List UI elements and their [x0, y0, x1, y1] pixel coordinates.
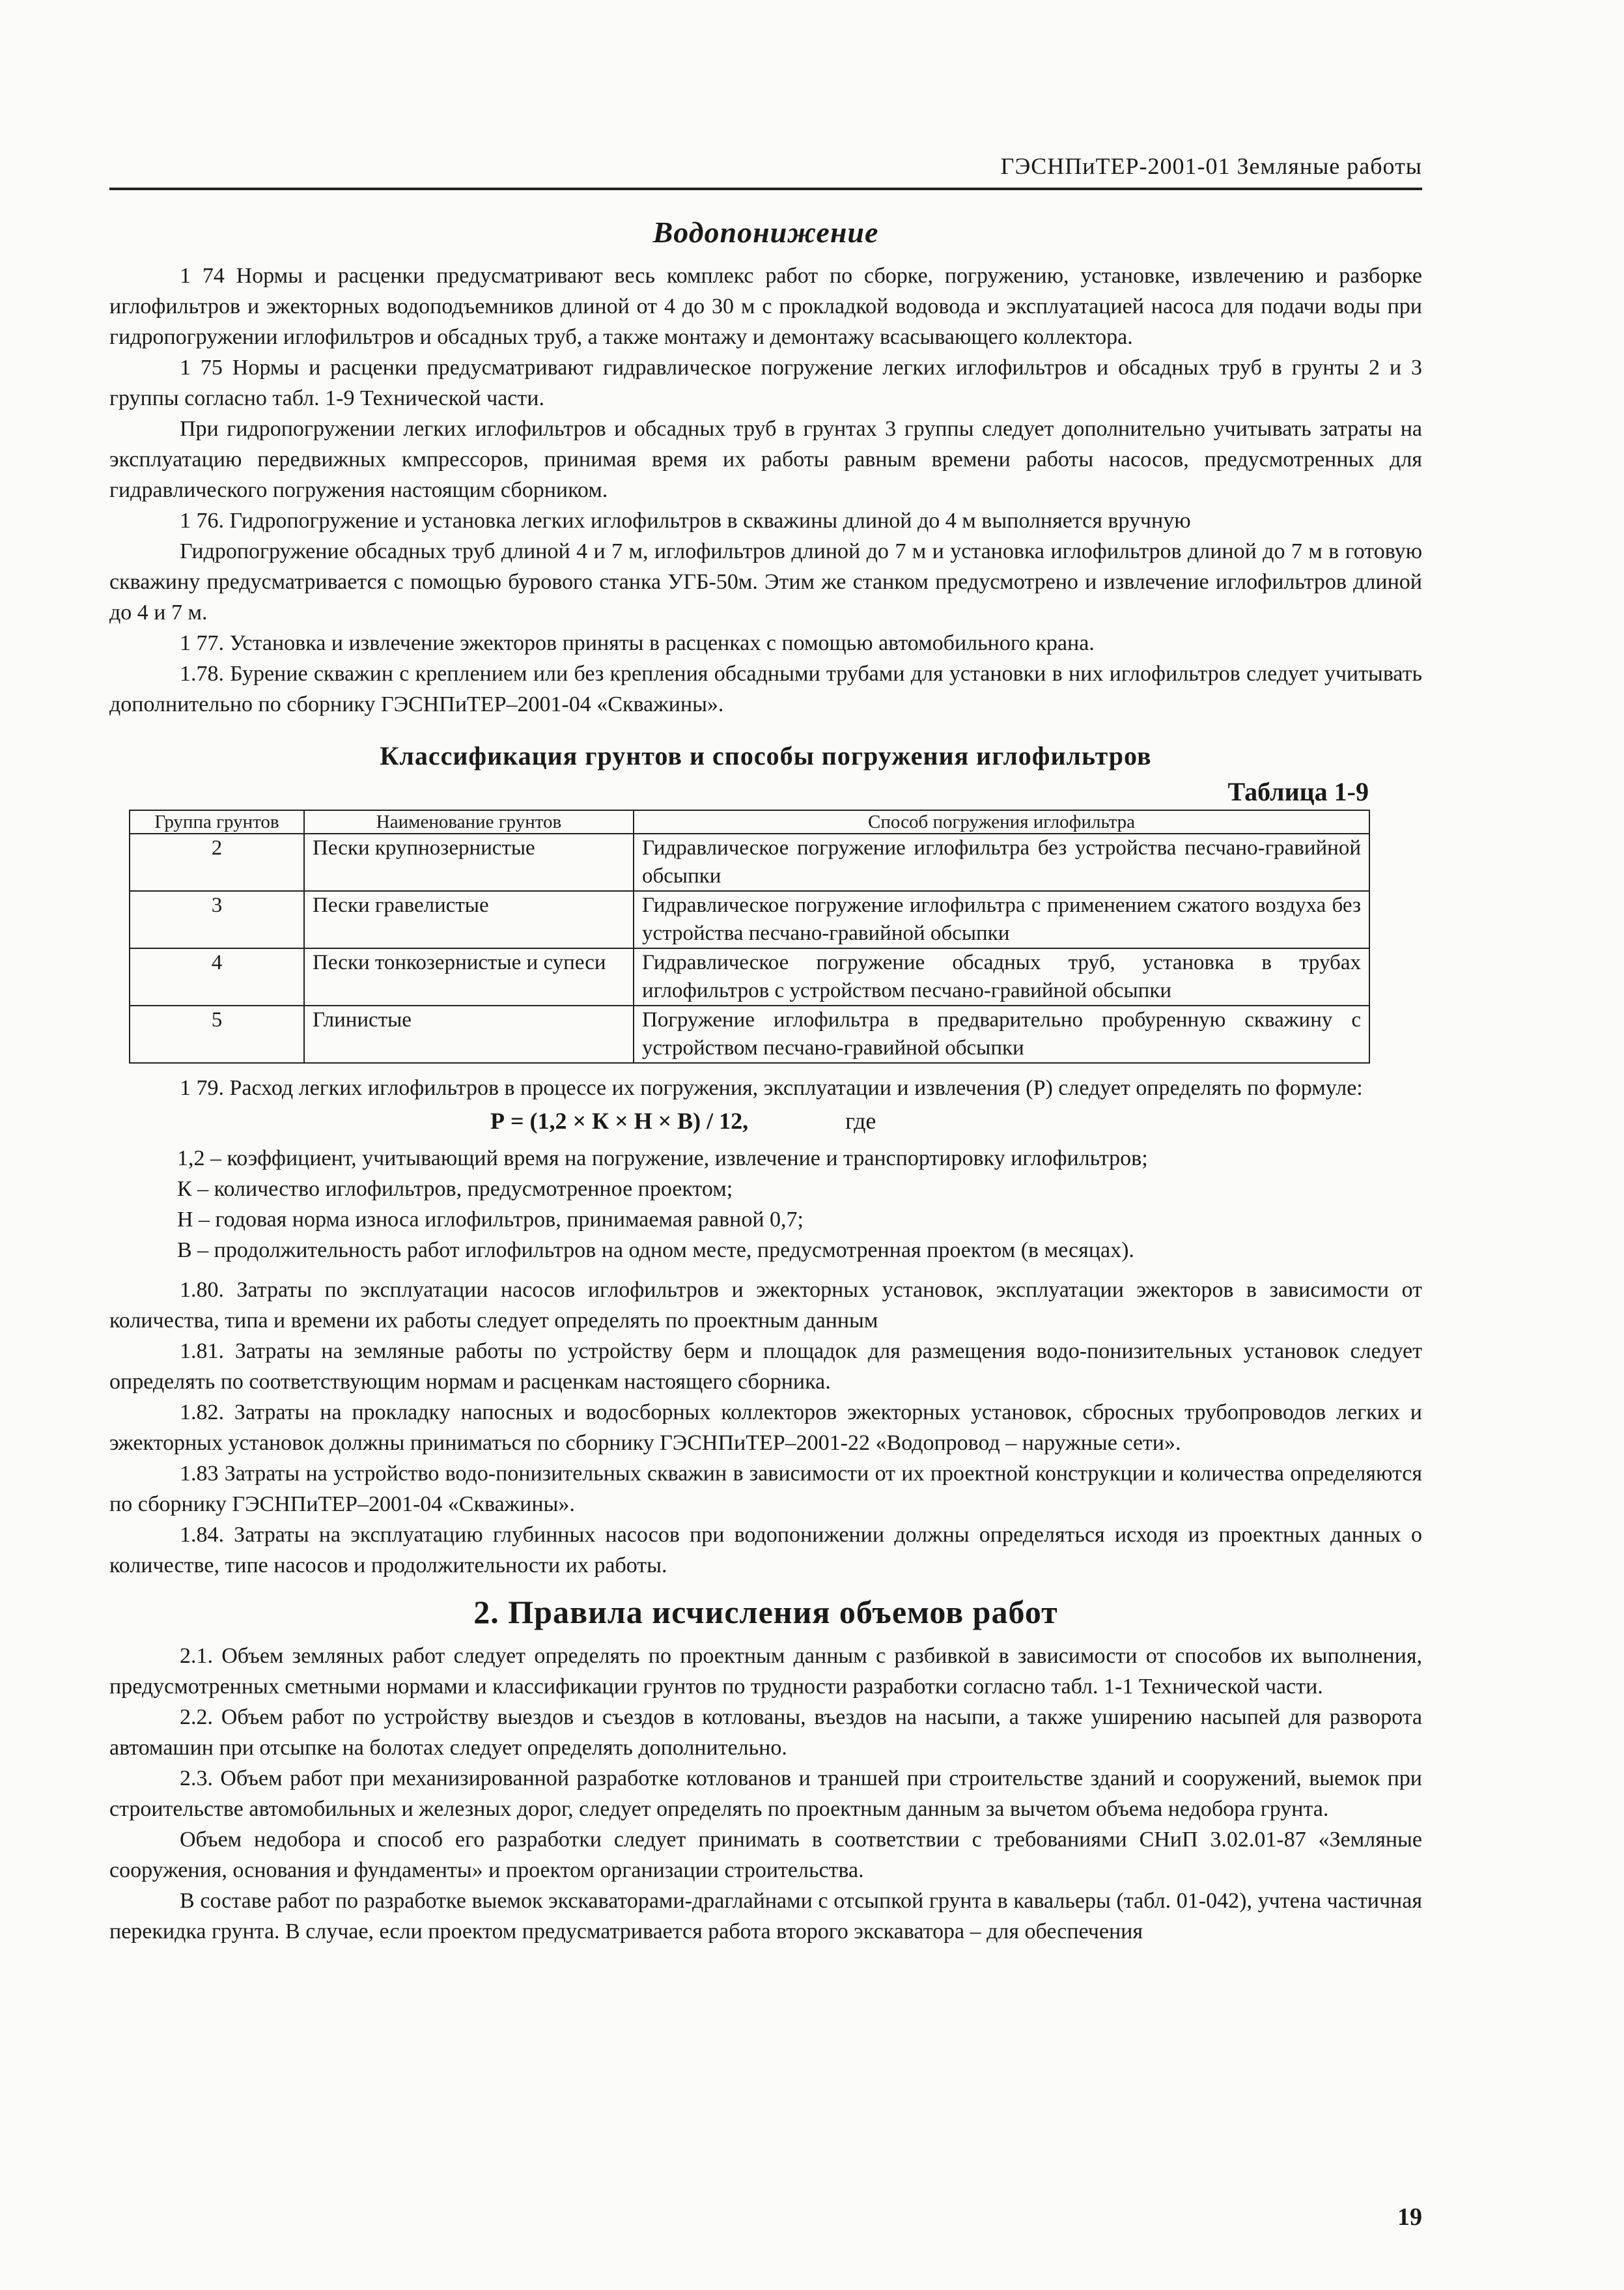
table-header-name: Наименование грунтов	[304, 810, 634, 834]
table-row	[130, 891, 1369, 948]
paragraph-2-2: 2.2. Объем работ по устройству выездов и съездов в котлованы, въездов на насыпи, а также уширению насыпей для разворота автомашин при отсыпке на болотах следует определять дополнительно.	[109, 1705, 1422, 1760]
cell-group: 5	[130, 1006, 304, 1063]
section-2-title: 2. Правила исчисления объемов работ	[473, 1594, 1058, 1630]
definition-k: К – количество иглофильтров, предусмотренное проектом;	[177, 1177, 733, 1201]
cell-soil-name: Пески крупнозернистые	[304, 834, 634, 891]
paragraph-1-74: 1 74 Нормы и расценки предусматривают весь комплекс работ по сборке, погружению, установке, извлечению и разборке иглофильтров и эжекторных водоподъемников длиной от 4 до 30 м с прокладкой водовода и эксплуатацией насоса для подачи воды при гидропогружении иглофильтров и обсадных труб, а также монтажу и демонтажу всасывающего коллектора.	[109, 264, 1422, 349]
paragraph-1-81: 1.81. Затраты на земляные работы по устройству берм и площадок для размещения водо-понизительных установок следует определять по соответствующим нормам и расценкам настоящего сборника.	[109, 1339, 1422, 1394]
formula-line	[109, 1106, 1422, 1137]
paragraph-1-78: 1.78. Бурение скважин с креплением или без крепления обсадными трубами для установки в них иглофильтров следует учитывать дополнительно по сборнику ГЭСНПиТЕР–2001-04 «Скважины».	[109, 662, 1422, 716]
table-header-group: Группа грунтов	[130, 810, 304, 834]
paragraph-1-82: 1.82. Затраты на прокладку напосных и водосборных коллекторов эжекторных установок, сбросных трубопроводов легких и эжекторных установок должны приниматься по сборнику ГЭСНПиТЕР–2001-22 «Водопровод – наружные сети».	[109, 1400, 1422, 1455]
table-row	[130, 948, 1369, 1006]
cell-method: Погружение иглофильтра в предварительно пробуренную скважину с устройством песчано-гравийной обсыпки	[634, 1006, 1369, 1063]
paragraph-1-83: 1.83 Затраты на устройство водо-понизительных скважин в зависимости от их проектной конструкции и количества определяются по сборнику ГЭСНПиТЕР–2001-04 «Скважины».	[109, 1462, 1422, 1516]
paragraph-1-80: 1.80. Затраты по эксплуатации насосов иглофильтров и эжекторных установок, эксплуатации эжекторов в зависимости от количества, типа и времени их работы следует определять по проектным данным	[109, 1278, 1422, 1333]
definition-h: Н – годовая норма износа иглофильтров, принимаемая равной 0,7;	[177, 1208, 804, 1232]
header-rule	[109, 188, 1422, 190]
table-row	[130, 1006, 1369, 1063]
table-header-method: Способ погружения иглофильтра	[634, 810, 1369, 834]
cell-soil-name: Глинистые	[304, 1006, 634, 1063]
cell-soil-name: Пески тонкозернистые и супеси	[304, 948, 634, 1006]
section-title: Водопонижение	[652, 216, 879, 249]
table-header-row	[130, 810, 1369, 834]
cell-method: Гидравлическое погружение обсадных труб, установка в трубах иглофильтров с устройством песчано-гравийной обсыпки	[634, 948, 1369, 1006]
page-number: 19	[1397, 2203, 1422, 2231]
cell-method: Гидравлическое погружение иглофильтра с применением сжатого воздуха без устройства песчано-гравийной обсыпки	[634, 891, 1369, 948]
table-label: Таблица 1-9	[1227, 777, 1369, 806]
paragraph-1-76: 1 76. Гидропогружение и установка легких иглофильтров в скважины длиной до 4 м выполняется вручную	[180, 509, 1191, 533]
cell-group: 3	[130, 891, 304, 948]
table-row	[130, 834, 1369, 891]
paragraph-ugb: Гидропогружение обсадных труб длиной 4 и 7 м, иглофильтров длиной до 7 м и установка иглофильтров длиной до 7 м в готовую скважину предусматривается с помощью бурового станка УГБ-50м. Этим же станком предусмотрено и извлечение иглофильтров длиной до 4 и 7 м.	[109, 539, 1422, 625]
table-title: Классификация грунтов и способы погружения иглофильтров	[380, 741, 1152, 770]
paragraph-draglines: В составе работ по разработке выемок экскаваторами-драглайнами с отсыпкой грунта в кавальеры (табл. 01-042), учтена частичная перекидка грунта. В случае, если проектом предусматривается работа второго экскаватора – для обеспечения	[109, 1889, 1422, 1944]
cell-group: 4	[130, 948, 304, 1006]
cell-method: Гидравлическое погружение иглофильтра без устройства песчано-гравийной обсыпки	[634, 834, 1369, 891]
paragraph-1-75: 1 75 Нормы и расценки предусматривают гидравлическое погружение легких иглофильтров и обсадных труб в грунты 2 и 3 группы согласно табл. 1-9 Технической части.	[109, 356, 1422, 410]
definitions	[109, 1143, 1422, 1265]
cell-soil-name: Пески гравелистые	[304, 891, 634, 948]
paragraph-undercut: Объем недобора и способ его разработки следует принимать в соответствии с требованиями СНиП 3.02.01-87 «Земляные сооружения, основания и фундаменты» и проектом организации строительства.	[109, 1828, 1422, 1882]
cell-group: 2	[130, 834, 304, 891]
paragraph-1-79: 1 79. Расход легких иглофильтров в процессе их погружения, эксплуатации и извлечения (Р) следует определять по формуле:	[180, 1076, 1363, 1100]
soil-classification-table	[129, 810, 1370, 1064]
definition-coefficient: 1,2 – коэффициент, учитывающий время на погружение, извлечение и транспортировку иглофильтров;	[177, 1146, 1148, 1170]
paragraph-1-84: 1.84. Затраты на эксплуатацию глубинных насосов при водопонижении должны определяться исходя из проектных данных о количестве, типе насосов и продолжительности их работы.	[109, 1523, 1422, 1577]
paragraph-2-3: 2.3. Объем работ при механизированной разработке котлованов и траншей при строительстве зданий и сооружений, выемок при строительстве автомобильных и железных дорог, следует определять по проектным данным за вычетом объема недобора грунта.	[109, 1766, 1422, 1821]
paragraph-compressors: При гидропогружении легких иглофильтров и обсадных труб в грунтах 3 группы следует дополнительно учитывать затраты на эксплуатацию передвижных кмпрессоров, принимая время их работы равным времени работы насосов, предусмотренных для гидравлического погружения настоящим сборником.	[109, 417, 1422, 502]
running-header: ГЭСНПиТЕР-2001-01 Земляные работы	[1000, 153, 1422, 179]
formula-where: где	[845, 1108, 876, 1134]
definition-b: В – продолжительность работ иглофильтров на одном месте, предусмотренная проектом (в месяцах).	[177, 1238, 1134, 1262]
paragraph-2-1: 2.1. Объем земляных работ следует определять по проектным данным с разбивкой в зависимости от способов их выполнения, предусмотренных сметными нормами и классификации грунтов по трудности разработки согласно табл. 1-1 Технической части.	[109, 1644, 1422, 1699]
paragraph-1-77: 1 77. Установка и извлечение эжекторов приняты в расценках с помощью автомобильного крана.	[180, 631, 1095, 655]
document-body	[109, 261, 1422, 1947]
formula-expression: Р = (1,2 × К × Н × В) / 12,	[490, 1108, 749, 1134]
